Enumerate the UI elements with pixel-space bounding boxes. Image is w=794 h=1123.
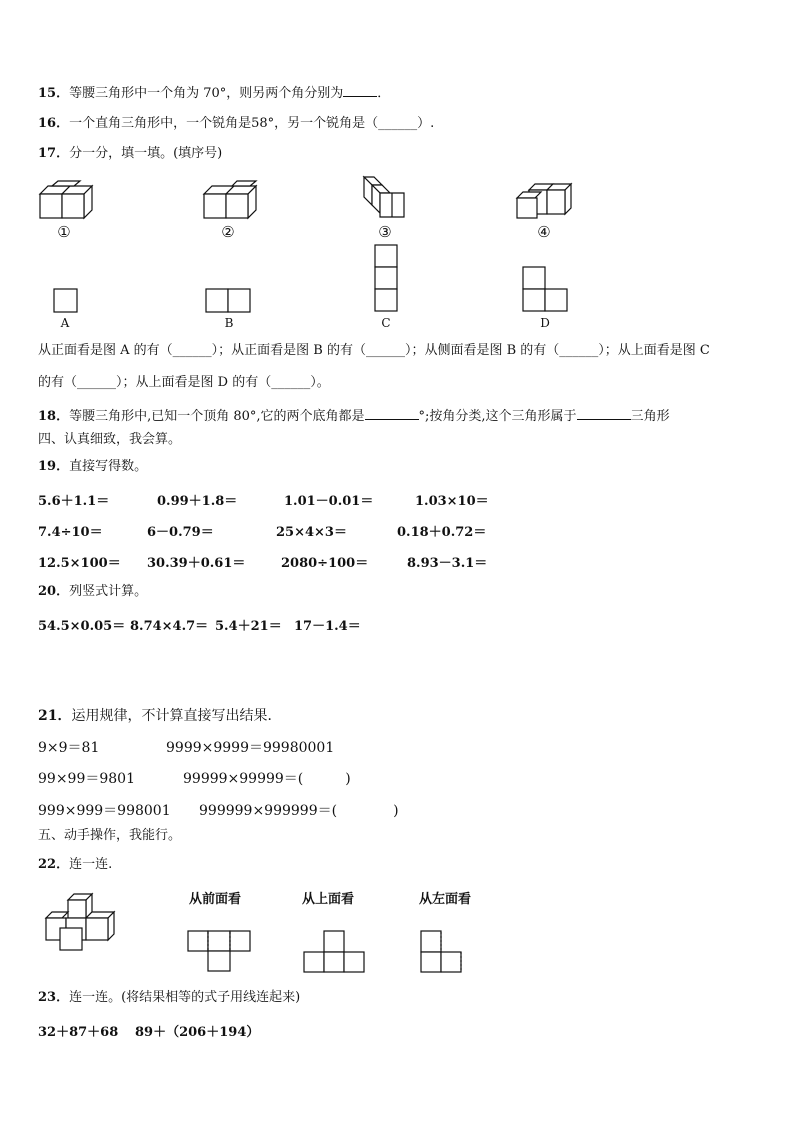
solid-figure-4 [515, 180, 575, 220]
pattern-right-item: 9999×9999＝99980001 [166, 740, 335, 756]
expression-item: 32＋87＋68 [38, 1025, 119, 1040]
question-number: 21． [38, 708, 72, 724]
section-5-heading: 五、动手操作，我能行。 [38, 828, 182, 843]
question-21: 21．运用规律，不计算直接写出结果． [38, 708, 282, 724]
pattern-right-item: 99999×99999＝( ) [183, 771, 351, 787]
solid-figure-3 [362, 175, 408, 221]
q22-left-view [420, 930, 466, 974]
question-text: 分一分，填一填。(填序号) [69, 146, 223, 161]
view-figure-d [522, 266, 570, 314]
question-16 [38, 116, 434, 132]
question-number: 17． [38, 146, 70, 161]
section-4-heading: 四、认真细致，我会算。 [38, 432, 182, 447]
view-figure-c [374, 244, 400, 314]
calc-item: 1.03×10＝ [415, 494, 489, 509]
calc-item: 30.39＋0.61＝ [147, 556, 246, 571]
question-number: 23． [38, 990, 70, 1005]
vertical-calc-item: 5.4＋21＝ [215, 619, 282, 634]
question-20: 20．列竖式计算。 [38, 584, 148, 599]
question-22: 22．连一连. [38, 857, 113, 872]
question-number: 16． [38, 116, 70, 131]
solid-figure-2 [202, 180, 258, 220]
question-18: 18．等腰三角形中,已知一个顶角 80°,它的两个底角都是 °;按角分类,这个三角形属于 三角形 [38, 409, 670, 424]
view-label-a: A [60, 316, 70, 330]
question-15: 15．等腰三角形中一个角为 70°，则另两个角分别为 ． [38, 86, 391, 101]
view-label-c: C [381, 316, 391, 330]
vertical-calc-item: 8.74×4.7＝ [130, 619, 209, 634]
calc-item: 0.99＋1.8＝ [157, 494, 238, 509]
solid-label-1: ① [57, 223, 71, 241]
pattern-left-item: 99×99＝9801 [38, 771, 135, 787]
view-caption-top: 从上面看 [302, 892, 355, 907]
view-label-b: B [224, 316, 234, 330]
solid-label-4: ④ [537, 223, 551, 241]
answer-blank[interactable] [577, 407, 631, 420]
question-text: 一个直角三角形中，一个锐角是58°，另一个锐角是（______）. [69, 116, 435, 131]
question-17 [38, 146, 222, 162]
calc-item: 25×4×3＝ [276, 525, 347, 540]
view-figure-a [53, 288, 79, 314]
solid-label-3: ③ [378, 223, 392, 241]
question-number: 19． [38, 459, 70, 474]
view-caption-front: 从前面看 [189, 892, 242, 907]
view-label-d: D [540, 316, 550, 330]
question-23: 23．连一连。(将结果相等的式子用线连起来) [38, 990, 301, 1005]
question-number: 22． [38, 857, 70, 872]
question-text: 等腰三角形中一个角为 70°，则另两个角分别为 [69, 86, 344, 101]
view-caption-left: 从左面看 [419, 892, 472, 907]
calc-item: 7.4÷10＝ [38, 525, 103, 540]
calc-item: 0.18＋0.72＝ [397, 525, 487, 540]
calc-item: 2080÷100＝ [281, 556, 369, 571]
vertical-calc-item: 17－1.4＝ [294, 619, 361, 634]
vertical-calc-item: 54.5×0.05＝ [38, 619, 126, 634]
answer-blank[interactable] [343, 84, 377, 97]
calc-item: 6－0.79＝ [147, 525, 214, 540]
question-number: 15． [38, 86, 70, 101]
solid-figure-1 [38, 180, 94, 220]
question-17-answer-line-2: 的有（______）；从上面看是图 D 的有（______）。 [38, 375, 330, 390]
calc-item: 12.5×100＝ [38, 556, 121, 571]
pattern-right-item: 999999×999999＝( ) [199, 803, 399, 819]
question-number: 18． [38, 409, 70, 424]
question-number: 20． [38, 584, 70, 599]
pattern-left-item: 999×999＝998001 [38, 803, 171, 819]
question-19: 19．直接写得数。 [38, 459, 148, 474]
question-17-answer-line-1: 从正面看是图 A 的有（______）；从正面看是图 B 的有（______）；从侧面看是图 B 的有（______）；从上面看是图 C [38, 343, 710, 358]
view-figure-b [205, 288, 253, 314]
calc-item: 1.01－0.01＝ [284, 494, 374, 509]
q22-top-view [303, 930, 369, 974]
q22-front-view [187, 930, 253, 974]
q22-solid-figure [42, 892, 118, 954]
expression-item: 89＋（206＋194） [135, 1025, 260, 1040]
calc-item: 5.6＋1.1＝ [38, 494, 110, 509]
pattern-left-item: 9×9＝81 [38, 740, 100, 756]
answer-blank[interactable] [365, 407, 419, 420]
calc-item: 8.93－3.1＝ [407, 556, 488, 571]
solid-label-2: ② [221, 223, 235, 241]
